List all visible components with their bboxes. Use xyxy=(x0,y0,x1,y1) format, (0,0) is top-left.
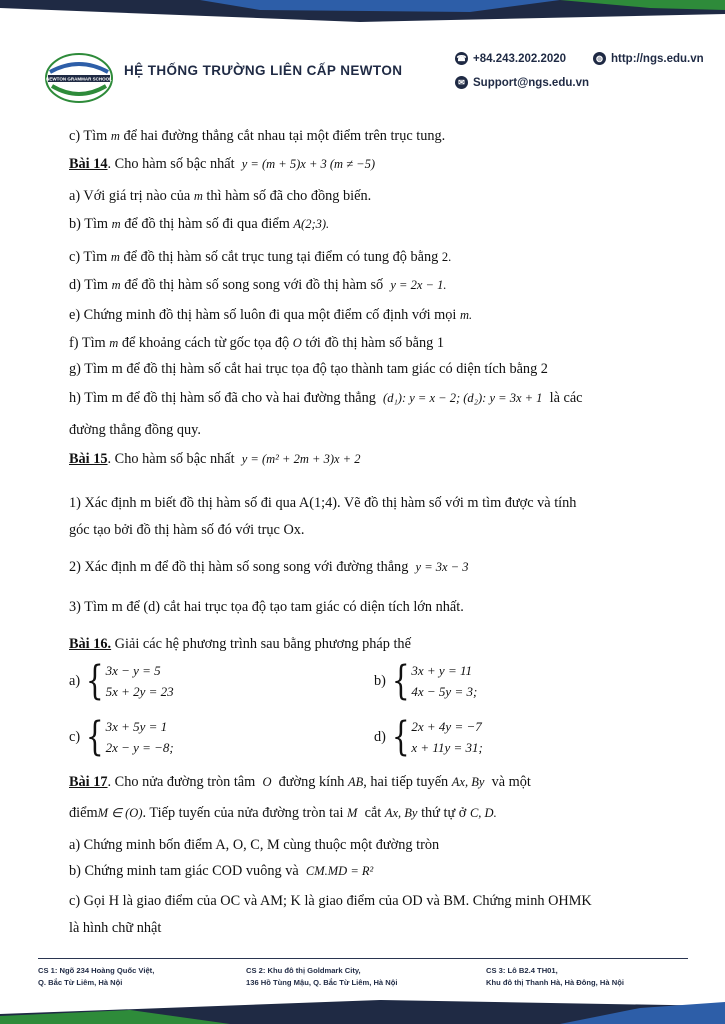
globe-icon: ◍ xyxy=(593,52,606,65)
exercise-17-heading: Bài 17. Cho nửa đường tròn tâm O đường kính AB, hai tiếp tuyến Ax, By và một xyxy=(69,774,531,790)
footer-campus-2: CS 2: Khu đô thị Goldmark City, 136 Hồ Tùng Mậu, Q. Bắc Từ Liêm, Hà Nội xyxy=(246,966,398,987)
mail-icon: ✉ xyxy=(455,76,468,89)
text-line: c) Tìm m để đồ thị hàm số cắt trục tung tại điểm có tung độ bằng 2. xyxy=(69,249,452,265)
text-line: 2) Xác định m để đồ thị hàm số song song với đường thẳng y = 3x − 3 xyxy=(69,559,469,575)
equation-system-a: a) { 3x − y = 5 5x + 2y = 23 xyxy=(69,658,174,704)
text-line: b) Tìm m để đồ thị hàm số đi qua điểm A(2;3). xyxy=(69,216,330,232)
text-line: d) Tìm m để đồ thị hàm số song song với đồ thị hàm số y = 2x − 1. xyxy=(69,277,447,293)
email-contact[interactable]: ✉ Support@ngs.edu.vn xyxy=(455,76,589,89)
footer-decoration xyxy=(0,996,725,1024)
text-line: 1) Xác định m biết đồ thị hàm số đi qua A(1;4). Vẽ đồ thị hàm số với m tìm được và tính xyxy=(69,495,577,511)
phone-icon: ☎ xyxy=(456,54,467,63)
svg-text:NEWTON GRAMMAR SCHOOL: NEWTON GRAMMAR SCHOOL xyxy=(46,76,112,82)
school-name: HỆ THỐNG TRƯỜNG LIÊN CẤP NEWTON xyxy=(124,63,403,78)
text-line: c) Tìm m để hai đường thẳng cắt nhau tại một điểm trên trục tung. xyxy=(69,128,446,144)
text-line: là hình chữ nhật xyxy=(69,920,162,936)
text-line: c) Gọi H là giao điểm của OC và AM; K là giao điểm của OD và BM. Chứng minh OHMK xyxy=(69,893,592,909)
text-line: g) Tìm m để đồ thị hàm số cắt hai trục tọa độ tạo thành tam giác có diện tích bằng 2 xyxy=(69,361,548,377)
header-decoration xyxy=(0,0,725,30)
phone-contact: ☎ +84.243.202.2020 xyxy=(456,52,567,65)
footer-divider xyxy=(38,958,688,959)
exercise-15-heading: Bài 15. Cho hàm số bậc nhất y = (m² + 2m + 3)x + 2 xyxy=(69,451,361,467)
school-logo xyxy=(44,52,114,104)
text-line: b) Chứng minh tam giác COD vuông và CM.MD = R² xyxy=(69,863,374,879)
footer-campus-3: CS 3: Lô B2.4 TH01, Khu đô thị Thanh Hà, Hà Đông, Hà Nội xyxy=(486,966,624,987)
text-line: e) Chứng minh đồ thị hàm số luôn đi qua một điểm cố định với mọi m. xyxy=(69,307,473,323)
page-header xyxy=(0,30,725,102)
equation-system-c: c) { 3x + 5y = 1 2x − y = −8; xyxy=(69,714,174,760)
equation-system-d: d) { 2x + 4y = −7 x + 11y = 31; xyxy=(374,714,483,760)
exercise-16-heading: Bài 16. Giải các hệ phương trình sau bằng phương pháp thế xyxy=(69,636,411,652)
text-line: f) Tìm m để khoảng cách từ gốc tọa độ O tới đồ thị hàm số bằng 1 xyxy=(69,335,444,351)
equation-system-b: b) { 3x + y = 11 4x − 5y = 3; xyxy=(374,658,478,704)
text-line: điểmM ∈ (O). Tiếp tuyến của nửa đường tròn tai M cắt Ax, By thứ tự ở C, D. xyxy=(69,805,497,821)
text-line: a) Với giá trị nào của m thì hàm số đã cho đồng biến. xyxy=(69,188,372,204)
text-line: h) Tìm m để đồ thị hàm số đã cho và hai đường thẳng (d₁): y = x − 2; (d₂): y = 3x + 1 là các xyxy=(69,390,583,406)
text-line: đường thẳng đồng quy. xyxy=(69,422,201,438)
footer-campus-1: CS 1: Ngõ 234 Hoàng Quốc Việt, Q. Bắc Từ Liêm, Hà Nội xyxy=(38,966,155,987)
text-line: a) Chứng minh bốn điểm A, O, C, M cùng thuộc một đường tròn xyxy=(69,837,440,853)
exercise-14-heading: Bài 14. Cho hàm số bậc nhất y = (m + 5)x + 3 (m ≠ −5) xyxy=(69,156,376,172)
text-line: 3) Tìm m để (d) cắt hai trục tọa độ tạo tam giác có diện tích lớn nhất. xyxy=(69,599,464,615)
text-line: góc tạo bởi đồ thị hàm số đó với trục Ox. xyxy=(69,522,305,538)
website-contact[interactable]: ◍ http://ngs.edu.vn xyxy=(593,52,704,65)
